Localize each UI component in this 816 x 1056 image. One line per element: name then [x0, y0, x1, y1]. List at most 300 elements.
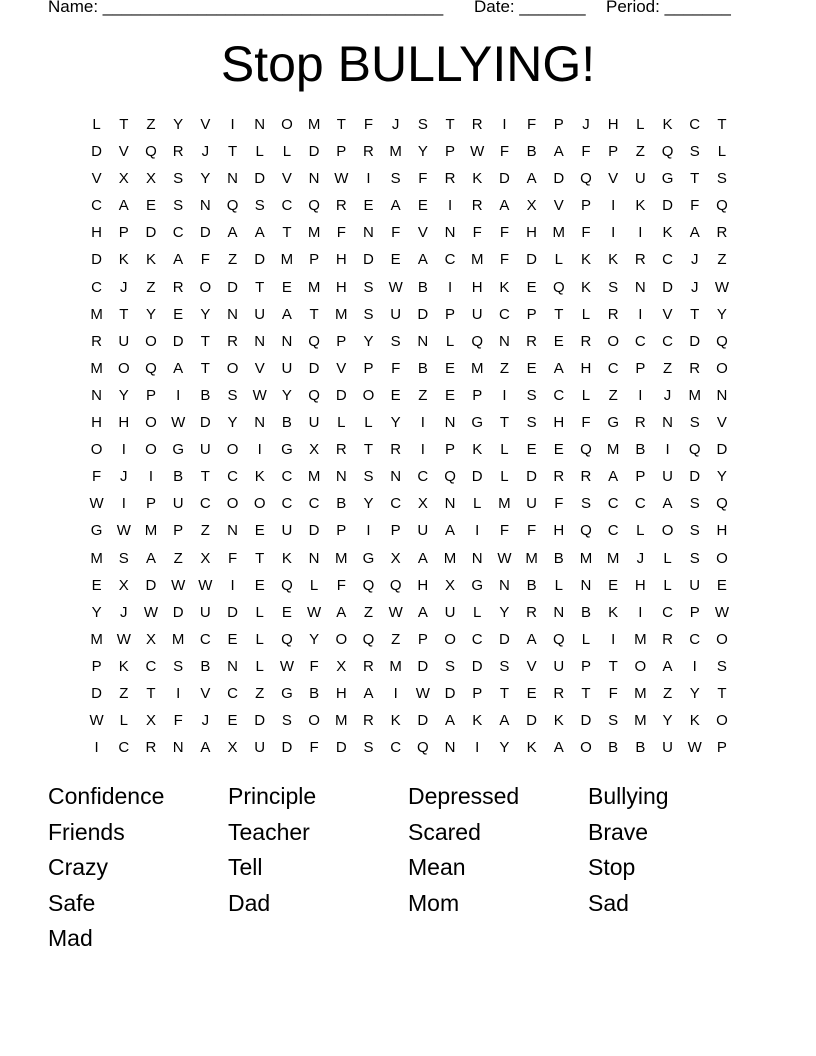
grid-letter: S — [445, 657, 456, 675]
grid-letter: J — [201, 712, 210, 730]
word-list-item: Teacher — [228, 818, 310, 845]
grid-letter: A — [336, 603, 347, 621]
grid-letter: Y — [227, 414, 238, 432]
grid-letter: L — [255, 143, 264, 161]
grid-letter: A — [689, 224, 700, 242]
grid-letter: F — [499, 251, 509, 269]
grid-letter: I — [611, 224, 616, 242]
grid-letter: R — [716, 224, 728, 242]
grid-letter: Z — [255, 684, 265, 702]
grid-letter: T — [581, 684, 591, 702]
grid-letter: M — [634, 630, 647, 648]
grid-letter: V — [526, 657, 537, 675]
grid-letter: M — [90, 549, 103, 567]
grid-letter: Q — [716, 197, 728, 215]
grid-letter: C — [634, 495, 646, 513]
grid-letter: N — [390, 468, 402, 486]
grid-letter: C — [662, 332, 673, 350]
grid-row — [83, 656, 736, 683]
grid-letter: L — [92, 116, 101, 133]
grid-letter: H — [716, 522, 728, 540]
grid-letter: L — [255, 603, 264, 621]
grid-letter: N — [444, 739, 456, 757]
grid-letter: A — [173, 251, 184, 269]
grid-letter: Y — [662, 712, 673, 730]
grid-letter: R — [444, 170, 456, 188]
grid-letter: X — [417, 495, 428, 513]
grid-letter: L — [554, 576, 563, 594]
grid-letter: W — [116, 630, 131, 648]
grid-letter: H — [335, 684, 347, 702]
letter-grid — [83, 114, 736, 764]
grid-letter: R — [172, 278, 184, 296]
grid-letter: L — [473, 495, 482, 513]
grid-letter: E — [281, 278, 292, 296]
grid-letter: Y — [173, 116, 184, 133]
grid-letter: R — [553, 468, 565, 486]
grid-letter: M — [171, 630, 185, 648]
grid-letter: D — [145, 224, 157, 242]
grid-letter: L — [636, 116, 645, 133]
grid-letter: F — [499, 143, 509, 161]
grid-letter: Y — [499, 603, 510, 621]
grid-letter: I — [638, 603, 643, 621]
grid-letter: E — [553, 441, 564, 459]
grid-letter: L — [663, 549, 672, 567]
grid-letter: D — [553, 170, 565, 188]
grid-letter: E — [526, 278, 537, 296]
grid-letter: I — [420, 441, 425, 459]
grid-letter: D — [91, 251, 103, 269]
grid-row — [83, 710, 736, 737]
grid-letter: D — [335, 739, 347, 757]
grid-letter: B — [200, 386, 211, 404]
grid-letter: K — [580, 278, 591, 296]
grid-row — [83, 195, 736, 222]
grid-letter: D — [526, 251, 538, 269]
grid-letter: D — [526, 468, 538, 486]
grid-letter: F — [608, 684, 618, 702]
grid-letter: D — [199, 224, 211, 242]
grid-letter: Q — [688, 441, 701, 459]
grid-letter: Y — [716, 468, 727, 486]
grid-letter: L — [282, 143, 292, 161]
grid-letter: D — [254, 170, 266, 188]
grid-letter: R — [91, 332, 103, 350]
grid-letter: I — [366, 522, 371, 540]
grid-letter: U — [689, 576, 701, 594]
grid-letter: P — [145, 386, 156, 404]
grid-letter: L — [636, 522, 645, 540]
grid-letter: X — [145, 712, 156, 730]
grid-letter: U — [553, 657, 565, 675]
grid-letter: Z — [418, 386, 428, 404]
grid-letter: Z — [608, 386, 618, 404]
grid-letter: R — [553, 684, 565, 702]
grid-letter: S — [254, 197, 265, 215]
grid-letter: U — [281, 522, 293, 540]
grid-letter: F — [527, 522, 537, 540]
grid-letter: O — [281, 116, 293, 133]
grid-letter: M — [634, 684, 647, 702]
grid-letter: C — [444, 251, 456, 269]
grid-letter: E — [145, 197, 156, 215]
grid-letter: L — [364, 414, 373, 432]
grid-letter: M — [634, 712, 647, 730]
grid-row — [83, 412, 736, 439]
grid-letter: D — [417, 712, 429, 730]
grid-letter: P — [716, 739, 727, 757]
grid-letter: M — [552, 224, 566, 242]
grid-letter: E — [445, 386, 456, 404]
grid-letter: D — [363, 251, 374, 269]
grid-letter: I — [638, 224, 643, 242]
grid-letter: K — [608, 603, 619, 621]
grid-letter: N — [498, 576, 510, 594]
grid-letter: P — [608, 143, 619, 161]
grid-letter: C — [553, 386, 565, 404]
grid-letter: O — [716, 712, 728, 730]
grid-letter: D — [662, 197, 673, 215]
grid-letter: I — [638, 386, 643, 404]
word-list-item: Safe — [48, 889, 96, 916]
grid-letter: I — [692, 657, 697, 675]
grid-letter: S — [689, 495, 700, 513]
grid-letter: Q — [362, 630, 375, 648]
grid-letter: P — [363, 359, 374, 377]
grid-letter: I — [420, 414, 425, 432]
grid-letter: M — [579, 549, 593, 567]
grid-letter: H — [471, 278, 483, 296]
grid-letter: S — [689, 522, 700, 540]
grid-letter: C — [281, 197, 293, 215]
grid-letter: D — [444, 684, 456, 702]
grid-letter: N — [662, 414, 673, 432]
grid-letter: M — [389, 657, 402, 675]
grid-letter: I — [230, 116, 235, 133]
grid-letter: P — [580, 657, 591, 675]
grid-letter: I — [611, 630, 616, 648]
grid-letter: M — [144, 522, 158, 540]
grid-letter: V — [91, 170, 102, 188]
grid-letter: W — [89, 712, 104, 730]
grid-letter: D — [91, 143, 103, 161]
grid-letter: A — [553, 359, 564, 377]
grid-letter: W — [388, 603, 403, 621]
grid-letter: O — [145, 414, 157, 432]
grid-letter: H — [335, 251, 347, 269]
grid-letter: Z — [200, 522, 210, 540]
grid-letter: U — [118, 332, 130, 350]
grid-letter: H — [553, 522, 565, 540]
grid-letter: E — [363, 197, 374, 215]
grid-letter: D — [716, 441, 728, 459]
grid-letter: F — [309, 657, 319, 675]
grid-letter: Q — [308, 386, 320, 404]
grid-letter: W — [497, 549, 512, 567]
grid-letter: W — [252, 386, 267, 404]
word-list-item: Depressed — [408, 783, 520, 809]
grid-letter: R — [580, 332, 592, 350]
grid-letter: M — [90, 359, 103, 377]
grid-row — [83, 141, 736, 168]
grid-letter: D — [417, 305, 429, 323]
grid-letter: F — [418, 170, 428, 188]
grid-letter: Y — [363, 495, 374, 513]
grid-letter: K — [472, 712, 483, 730]
grid-letter: V — [336, 359, 347, 377]
grid-letter: T — [119, 305, 129, 323]
grid-letter: A — [553, 739, 564, 757]
grid-letter: L — [309, 576, 319, 594]
grid-letter: Y — [91, 603, 102, 621]
grid-letter: I — [638, 305, 643, 323]
grid-letter: S — [173, 170, 184, 188]
grid-letter: X — [227, 739, 238, 757]
grid-letter: W — [415, 684, 430, 702]
grid-letter: Z — [717, 251, 727, 269]
grid-letter: M — [307, 278, 321, 296]
grid-letter: A — [526, 170, 537, 188]
grid-letter: D — [417, 657, 429, 675]
grid-letter: Q — [145, 143, 157, 161]
grid-letter: Y — [281, 386, 292, 404]
grid-letter: C — [199, 495, 211, 513]
grid-letter: A — [363, 684, 374, 702]
grid-letter: I — [447, 278, 453, 296]
grid-letter: D — [689, 468, 701, 486]
grid-letter: P — [526, 305, 537, 323]
grid-letter: L — [473, 603, 482, 621]
grid-letter: Q — [716, 332, 728, 350]
grid-letter: M — [335, 712, 348, 730]
grid-letter: C — [662, 251, 673, 269]
grid-letter: Q — [580, 522, 592, 540]
grid-row — [83, 548, 736, 575]
grid-letter: W — [171, 576, 186, 594]
grid-letter: D — [308, 143, 320, 161]
grid-letter: Y — [200, 305, 211, 323]
grid-letter: S — [716, 657, 727, 675]
grid-letter: D — [308, 359, 320, 377]
grid-letter: A — [173, 359, 184, 377]
grid-letter: P — [445, 143, 456, 161]
grid-letter: B — [526, 576, 537, 594]
grid-letter: S — [363, 468, 374, 486]
grid-letter: Q — [444, 468, 456, 486]
grid-letter: D — [471, 657, 483, 675]
grid-letter: Z — [391, 630, 401, 648]
grid-row — [83, 114, 736, 141]
grid-letter: M — [606, 549, 620, 567]
grid-letter: M — [525, 549, 538, 567]
grid-letter: D — [308, 522, 320, 540]
grid-letter: N — [308, 549, 320, 567]
grid-letter: I — [148, 468, 154, 486]
grid-letter: X — [309, 441, 320, 459]
grid-row — [83, 493, 736, 520]
grid-letter: X — [145, 170, 156, 188]
grid-letter: E — [254, 576, 265, 594]
grid-letter: W — [307, 603, 322, 621]
grid-letter: A — [662, 657, 673, 675]
grid-letter: D — [580, 712, 592, 730]
grid-letter: F — [92, 468, 102, 486]
grid-letter: S — [173, 197, 184, 215]
grid-letter: M — [688, 386, 701, 404]
grid-letter: Q — [661, 143, 674, 161]
grid-letter: D — [689, 332, 701, 350]
grid-letter: T — [200, 332, 210, 350]
grid-letter: U — [526, 495, 538, 513]
grid-letter: A — [145, 549, 156, 567]
grid-letter: E — [254, 522, 265, 540]
grid-letter: Z — [635, 143, 645, 161]
grid-row — [83, 304, 736, 331]
grid-letter: I — [665, 441, 670, 459]
grid-letter: L — [554, 251, 563, 269]
grid-letter: S — [580, 495, 591, 513]
grid-letter: P — [472, 684, 483, 702]
grid-letter: P — [635, 468, 646, 486]
grid-letter: C — [471, 630, 483, 648]
grid-row — [83, 277, 736, 304]
grid-letter: O — [362, 386, 375, 404]
grid-letter: K — [118, 657, 129, 675]
grid-letter: S — [363, 739, 374, 757]
grid-letter: B — [200, 657, 211, 675]
grid-letter: M — [90, 630, 103, 648]
grid-letter: W — [143, 603, 159, 621]
grid-letter: S — [499, 657, 510, 675]
grid-letter: T — [363, 441, 374, 459]
grid-letter: D — [91, 684, 103, 702]
grid-letter: C — [91, 278, 103, 296]
grid-letter: P — [336, 332, 347, 350]
grid-letter: L — [717, 143, 727, 161]
grid-letter: L — [581, 386, 591, 404]
grid-letter: Q — [145, 359, 157, 377]
grid-letter: G — [471, 414, 484, 432]
grid-letter: E — [716, 576, 727, 594]
grid-letter: C — [91, 197, 103, 215]
grid-letter: Q — [226, 197, 239, 215]
grid-letter: C — [498, 305, 510, 323]
grid-letter: B — [608, 739, 619, 757]
grid-letter: O — [226, 441, 239, 459]
word-list-item: Mean — [408, 854, 466, 880]
grid-letter: O — [634, 657, 647, 675]
grid-letter: Q — [308, 197, 320, 215]
grid-letter: Q — [281, 630, 293, 648]
grid-letter: U — [254, 739, 266, 757]
grid-letter: M — [470, 251, 484, 269]
grid-letter: B — [635, 739, 646, 757]
grid-letter: G — [607, 414, 619, 432]
grid-letter: P — [689, 603, 700, 621]
grid-letter: A — [445, 712, 456, 730]
grid-letter: W — [116, 522, 131, 540]
grid-letter: Q — [362, 576, 375, 594]
grid-letter: F — [227, 549, 238, 567]
grid-letter: Q — [580, 441, 592, 459]
grid-letter: I — [393, 684, 398, 702]
grid-letter: J — [663, 386, 672, 404]
grid-letter: N — [91, 386, 103, 404]
grid-letter: L — [581, 630, 591, 648]
word-list-item: Confidence — [48, 783, 165, 809]
grid-letter: O — [90, 441, 103, 459]
word-list-item: Bullying — [588, 783, 669, 809]
grid-row — [83, 168, 736, 195]
grid-letter: S — [363, 305, 374, 323]
grid-letter: I — [94, 739, 99, 757]
grid-letter: S — [417, 116, 428, 133]
grid-letter: T — [119, 116, 129, 133]
grid-letter: F — [391, 224, 401, 242]
grid-letter: B — [281, 414, 292, 432]
word-list-item: Dad — [228, 889, 271, 916]
grid-letter: K — [472, 170, 483, 188]
grid-letter: K — [281, 549, 292, 567]
grid-letter: C — [227, 684, 238, 702]
grid-letter: S — [716, 170, 727, 188]
grid-letter: T — [336, 116, 346, 133]
grid-letter: Q — [552, 630, 565, 648]
grid-letter: S — [526, 386, 537, 404]
grid-letter: F — [581, 414, 591, 432]
grid-letter: O — [145, 441, 157, 459]
grid-letter: M — [470, 359, 484, 377]
grid-letter: S — [227, 386, 238, 404]
grid-letter: E — [526, 684, 537, 702]
grid-letter: I — [502, 116, 507, 133]
grid-letter: I — [176, 684, 181, 702]
grid-letter: O — [580, 739, 592, 757]
grid-letter: N — [716, 386, 728, 404]
grid-letter: H — [118, 414, 130, 432]
date-field: Date: _______ — [474, 0, 586, 16]
grid-row — [83, 439, 736, 466]
grid-letter: P — [445, 441, 456, 459]
grid-letter: R — [662, 630, 673, 648]
grid-letter: Y — [390, 414, 401, 432]
grid-letter: R — [471, 116, 483, 133]
grid-letter: E — [390, 386, 401, 404]
grid-letter: I — [475, 739, 480, 757]
grid-letter: I — [121, 495, 126, 513]
grid-letter: G — [661, 170, 674, 188]
grid-letter: F — [336, 224, 346, 242]
grid-letter: F — [391, 359, 401, 377]
grid-letter: W — [334, 170, 349, 188]
grid-letter: R — [335, 197, 347, 215]
grid-letter: N — [254, 414, 266, 432]
grid-letter: X — [445, 576, 456, 594]
grid-letter: U — [199, 441, 211, 459]
grid-letter: N — [254, 116, 266, 133]
grid-letter: I — [502, 386, 507, 404]
grid-letter: S — [689, 549, 700, 567]
grid-letter: N — [199, 197, 211, 215]
grid-letter: D — [662, 278, 673, 296]
grid-letter: D — [172, 332, 184, 350]
grid-letter: R — [471, 197, 483, 215]
grid-letter: P — [145, 495, 156, 513]
grid-letter: F — [363, 116, 374, 133]
grid-letter: A — [608, 468, 619, 486]
grid-letter: R — [634, 251, 646, 269]
